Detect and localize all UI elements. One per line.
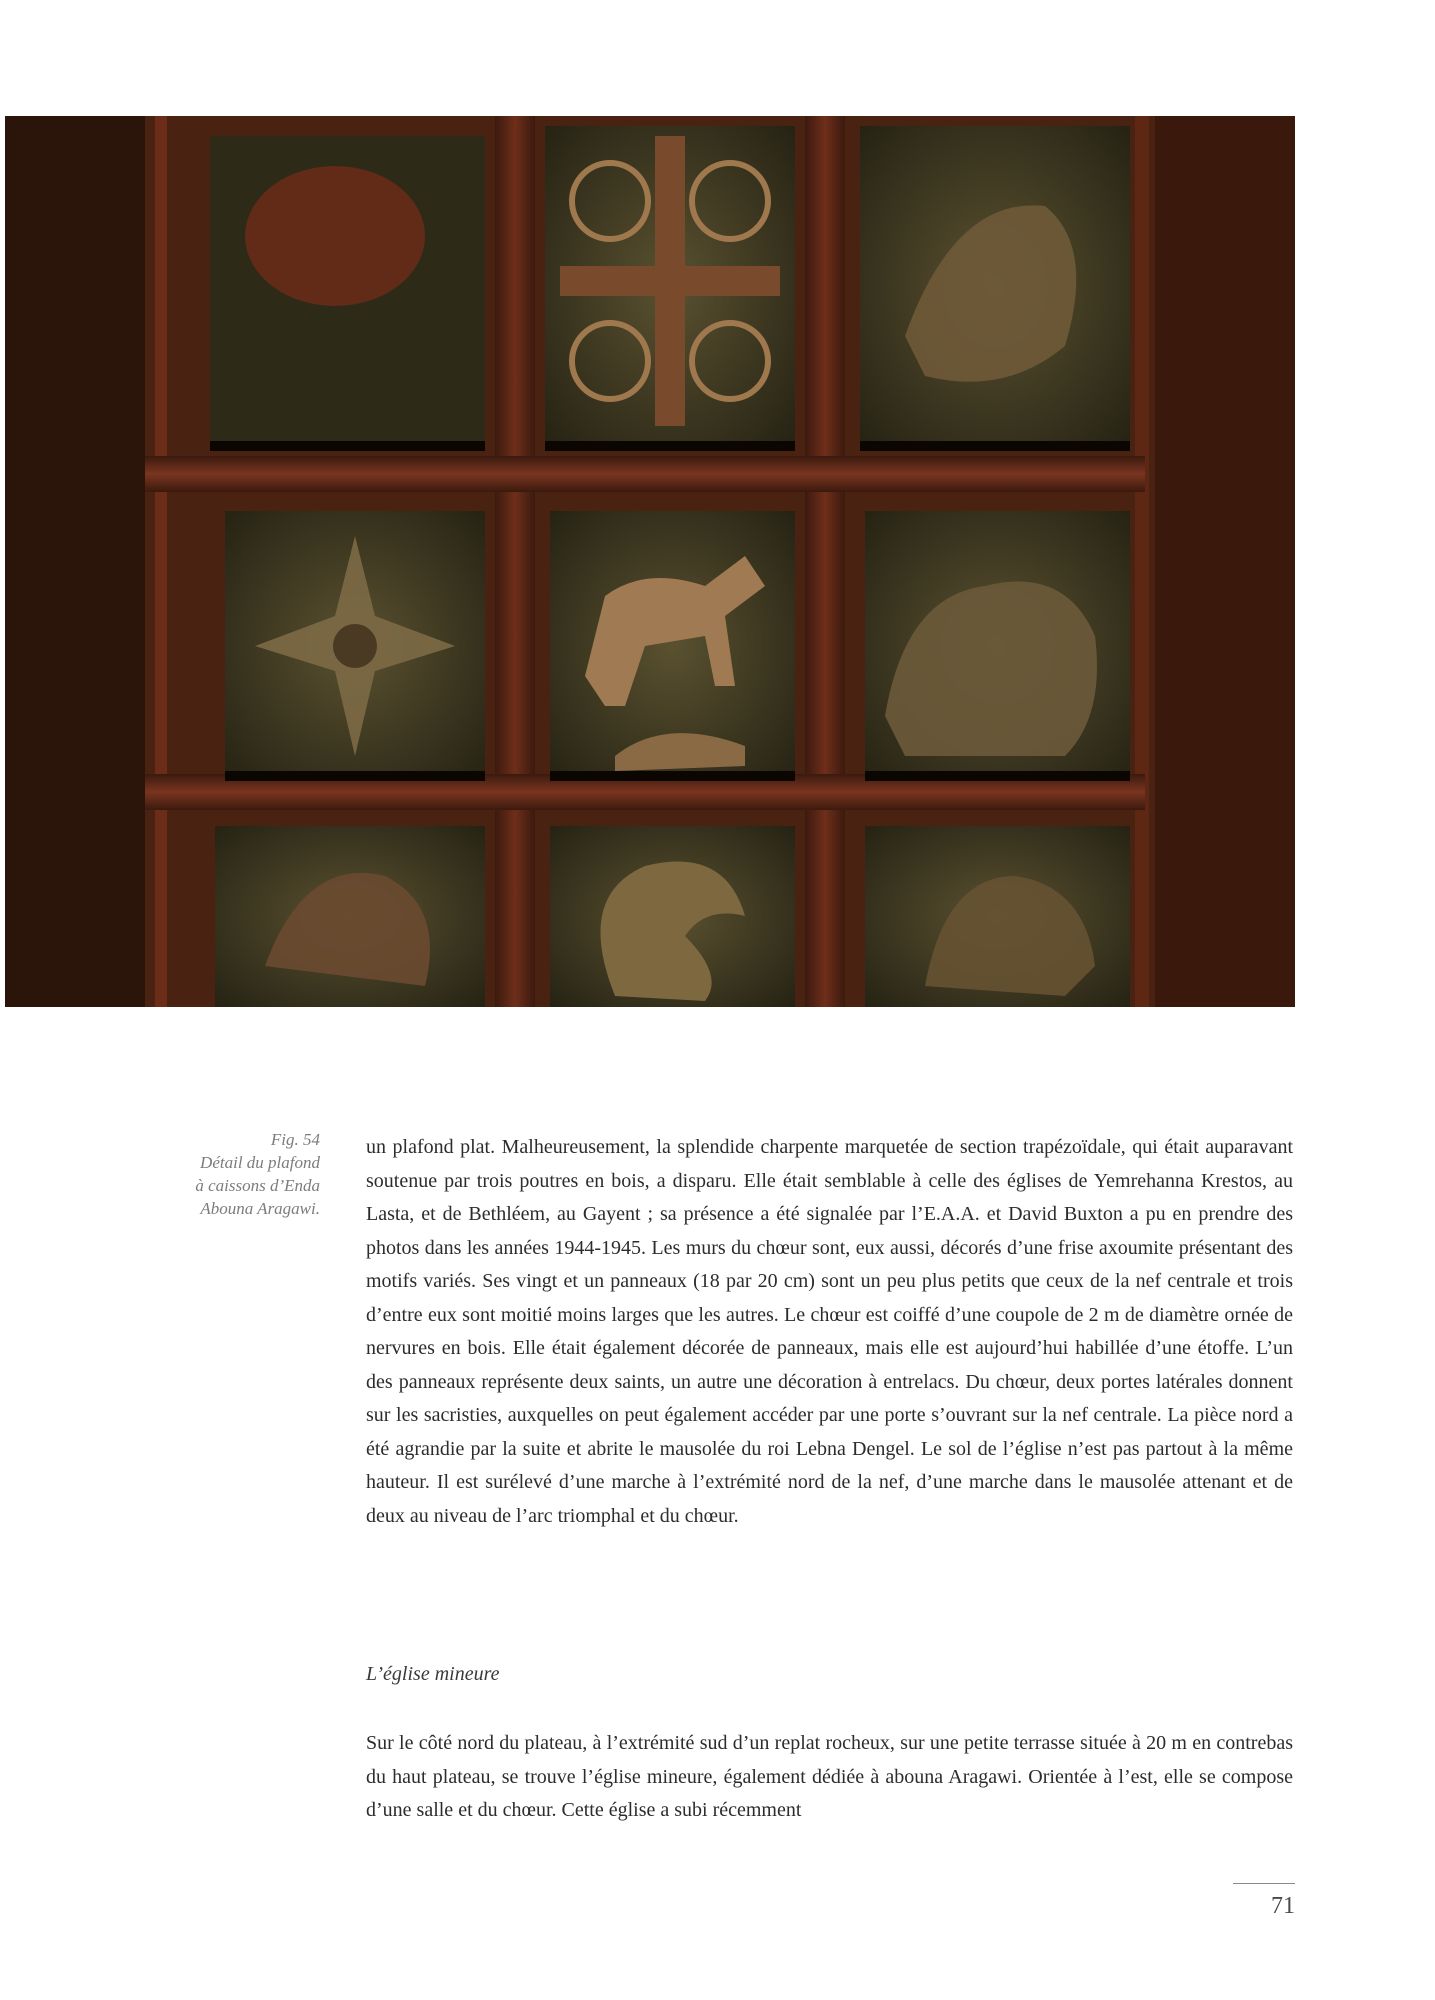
caption-line: à caissons d’Enda [195,1176,320,1195]
ceiling-panel [210,136,485,446]
ceiling-panel [550,826,795,1007]
figure-label: Fig. 54 [270,1130,320,1149]
section-heading: L’église mineure [366,1663,500,1685]
section-paragraph: Sur le côté nord du plateau, à l’extrémité sud d’un replat rocheux, sur une petite terrasse située à 20 m en contrebas du haut plateau, se trouve l’église mineure, également dédiée à abouna Aragawi. Orientée à l’est, elle se compose d’une salle et du chœur. Cette église a subi récemment [366,1732,1293,1821]
ceiling-panel [865,826,1130,1007]
page-number: 71 [1271,1893,1295,1919]
caption-line: Détail du plafond [200,1153,320,1172]
ceiling-panel [545,126,795,446]
figure-caption [120,1128,320,1220]
main-text [366,1131,1293,1533]
section-text [366,1727,1293,1828]
ceiling-panel [550,511,795,781]
ceiling-panel [860,126,1130,446]
ceiling-panel [865,511,1130,781]
ceiling-photograph [5,116,1295,1007]
ceiling-panel [225,511,485,781]
caption-line: Abouna Aragawi. [200,1199,320,1218]
coffered-ceiling-image [5,116,1295,1007]
body-paragraph: un plafond plat. Malheureusement, la splendide charpente marquetée de section trapézoïdale, qui était auparavant soutenue par trois poutres en bois, a disparu. Elle était semblable à celle des églises de Yemrehanna Krestos, au Lasta, et de Bethléem, au Gayent ; sa présence a été signalée par l’E.A.A. et David Buxton a pu en prendre des photos dans les années 1944-1945. Les murs du chœur sont, eux aussi, décorés d’une frise axoumite présentant des motifs variés. Ses vingt et un panneaux (18 par 20 cm) sont un peu plus petits que ceux de la nef centrale et trois d’entre eux sont moitié moins larges que les autres. Le chœur est coiffé d’une coupole de 2 m de diamètre ornée de nervures en bois. Elle était également décorée de panneaux, mais elle est aujourd’hui habillée d’une étoffe. L’un des panneaux représente deux saints, un autre une décoration à entrelacs. Du chœur, deux portes latérales donnent sur les sacristies, auxquelles on peut également accéder par une porte s’ouvrant sur la nef centrale. La pièce nord a été agrandie par la suite et abrite le mausolée du roi Lebna Dengel. Le sol de l’église n’est pas partout à la même hauteur. Il est surélevé d’une marche à l’extrémité nord de la nef, d’une marche dans le mausolée attenant et de deux au niveau de l’arc triomphal et du chœur. [366,1136,1293,1527]
ceiling-panel [215,826,485,1007]
folio-rule [1233,1883,1295,1884]
